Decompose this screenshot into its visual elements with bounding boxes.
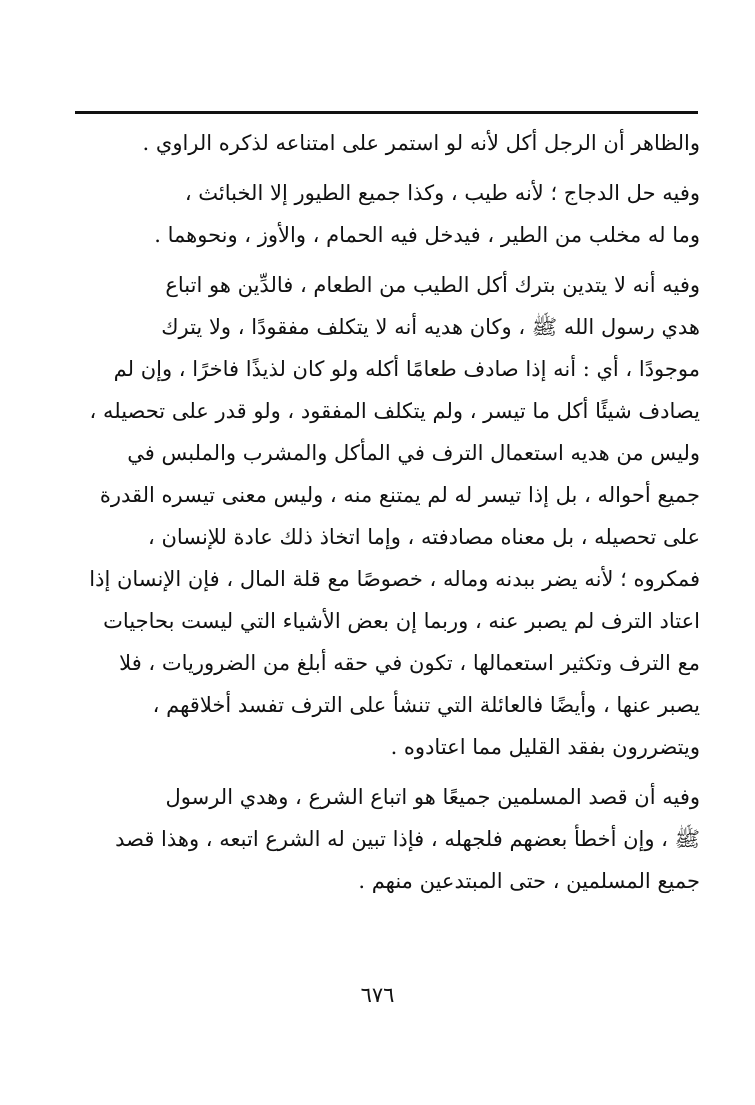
text-line: يصبر عنها ، وأيضًا فالعائلة التي تنشأ على الترف تفسد أخلاقهم ،: [152, 693, 700, 717]
body-text: [68, 122, 700, 902]
text-line: هدي رسول الله ﷺ ، وكان هديه أنه لا يتكلف مفقودًا ، ولا يترك: [161, 315, 700, 339]
text-line: جميع أحواله ، بل إذا تيسر له لم يمتنع منه ، وليس معنى تيسره القدرة: [99, 483, 700, 507]
text-line: وفيه حل الدجاج ؛ لأنه طيب ، وكذا جميع الطيور إلا الخبائث ،: [184, 181, 700, 205]
text-line: وليس من هديه استعمال الترف في المأكل والمشرب والملبس في: [127, 441, 700, 465]
text-line: ويتضررون بفقد القليل مما اعتادوه .: [390, 735, 700, 759]
text-line: اعتاد الترف لم يصبر عنه ، وربما إن بعض الأشياء التي ليست بحاجيات: [103, 609, 700, 633]
text-line: على تحصيله ، بل معناه مصادفته ، وإما اتخاذ ذلك عادة للإنسان ،: [148, 525, 700, 549]
header-rule: [75, 111, 698, 114]
text-line: ﷺ ، وإن أخطأ بعضهم فلجهله ، فإذا تبين له الشرع اتبعه ، وهذا قصد: [115, 827, 700, 851]
text-line: موجودًا ، أي : أنه إذا صادف طعامًا أكله ولو كان لذيذًا فاخرًا ، وإن لم: [113, 357, 700, 381]
text-line: مع الترف وتكثير استعمالها ، تكون في حقه أبلغ من الضروريات ، فلا: [119, 651, 700, 675]
text-line: يصادف شيئًا أكل ما تيسر ، ولم يتكلف المفقود ، ولو قدر على تحصيله ،: [89, 399, 700, 423]
page-number: ٦٧٦: [360, 983, 395, 1007]
text-line: والظاهر أن الرجل أكل لأنه لو استمر على امتناعه لذكره الراوي .: [142, 131, 700, 155]
text-line: وما له مخلب من الطير ، فيدخل فيه الحمام ، والأوز ، ونحوهما .: [154, 223, 700, 247]
text-line: وفيه أنه لا يتدين بترك أكل الطيب من الطعام ، فالدِّين هو اتباع: [165, 273, 700, 297]
text-line: جميع المسلمين ، حتى المبتدعين منهم .: [358, 869, 700, 893]
text-line: وفيه أن قصد المسلمين جميعًا هو اتباع الشرع ، وهدي الرسول: [165, 785, 700, 809]
text-line: فمكروه ؛ لأنه يضر ببدنه وماله ، خصوصًا مع قلة المال ، فإن الإنسان إذا: [89, 567, 700, 591]
